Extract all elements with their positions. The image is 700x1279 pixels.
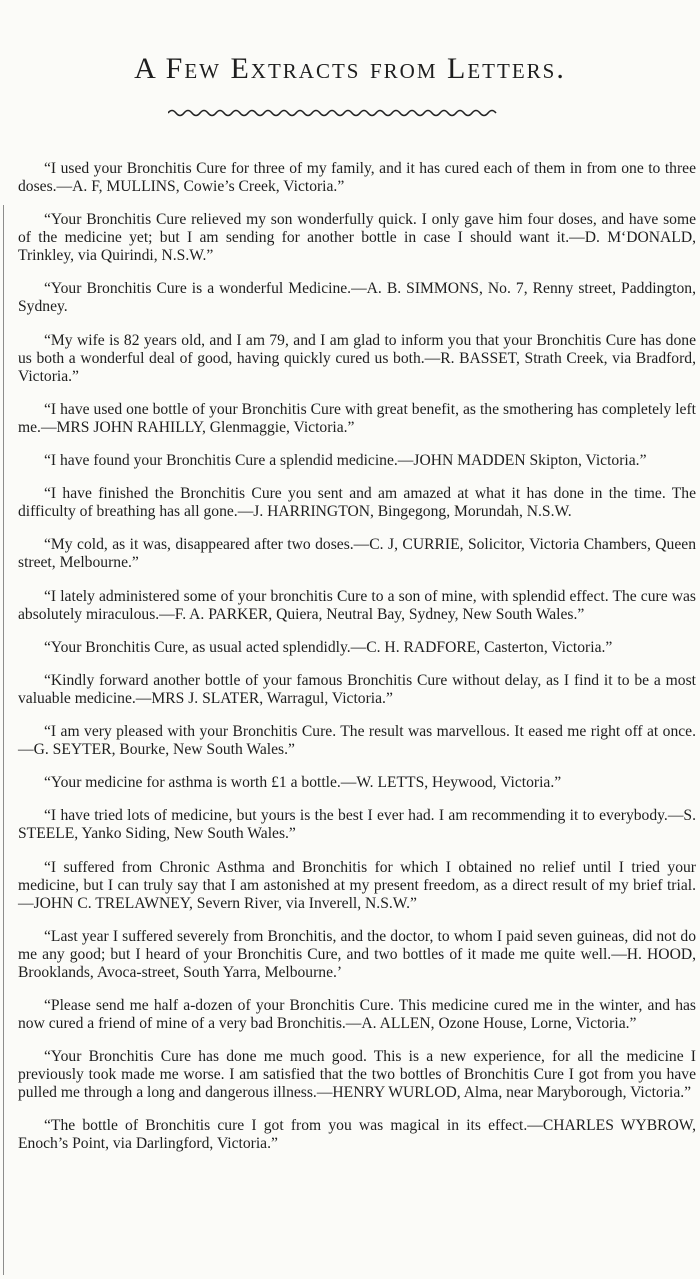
letter-extract: “Your Bronchitis Cure relieved my son wonderfully quick. I only gave him four doses, and have some of the medicine yet; but I am sending for another bottle in case I should want it.—D. M‘DONALD, Trinkley, via Quirindi, N.S.W.”	[18, 211, 696, 265]
letter-extract: “I used your Bronchitis Cure for three of my family, and it has cured each of them in from one to three doses.—A. F, MULLINS, Cowie’s Creek, Victoria.”	[18, 160, 696, 195]
margin-rule	[3, 205, 4, 1275]
letters-list	[18, 160, 696, 1169]
letter-extract: “I have used one bottle of your Bronchitis Cure with great benefit, as the smothering has completely left me.—MRS JOHN RAHILLY, Glenmaggie, Victoria.”	[18, 400, 696, 436]
letter-extract: “Your Bronchitis Cure, as usual acted splendidly.—C. H. RADFORE, Casterton, Victoria.”	[44, 638, 613, 656]
letter-extract: “Your Bronchitis Cure is a wonderful Medicine.—A. B. SIMMONS, No. 7, Renny street, Paddington, Sydney.	[18, 280, 696, 316]
letter-extract: “Please send me half a-dozen of your Bronchitis Cure. This medicine cured me in the winter, and has now cured a friend of mine of a very bad Bronchitis.—A. ALLEN, Ozone House, Lorne, Victoria.”	[18, 997, 696, 1032]
letter-extract: “I have tried lots of medicine, but yours is the best I ever had. I am recommending it to everybody.—S. STEELE, Yanko Siding, New South Wales.”	[18, 807, 696, 843]
letter-extract: “The bottle of Bronchitis cure I got from you was magical in its effect.—CHARLES WYBROW, Enoch’s Point, via Darlingford, Victoria.”	[18, 1117, 696, 1153]
letter-extract: “I lately administered some of your bronchitis Cure to a son of mine, with splendid effect. The cure was absolutely miraculous.—F. A. PARKER, Quiera, Neutral Bay, Sydney, New South Wales.”	[18, 587, 696, 623]
letter-extract: “My cold, as it was, disappeared after two doses.—C. J, CURRIE, Solicitor, Victoria Chambers, Queen street, Melbourne.”	[18, 536, 696, 572]
letter-extract: “Last year I suffered severely from Bronchitis, and the doctor, to whom I paid seven guineas, did not do me any good; but I heard of your Bronchitis Cure, and two bottles of it made me quite well.—H. HOOD, Brooklands, Avoca-street, South Yarra, Melbourne.’	[18, 927, 696, 981]
letter-extract: “I have found your Bronchitis Cure a splendid medicine.—JOHN MADDEN Skipton, Victoria.”	[44, 451, 647, 469]
letter-extract: “Your Bronchitis Cure has done me much good. This is a new experience, for all the medicine I previously took made me worse. I am satisfied that the two bottles of Bronchitis Cure I got from you have pulled me through a long and dangerous illness.—HENRY WURLOD, Alma, near Maryborough, Victoria.”	[18, 1048, 696, 1102]
letter-extract: “Kindly forward another bottle of your famous Bronchitis Cure without delay, as I find it to be a most valuable medicine.—MRS J. SLATER, Warragul, Victoria.”	[18, 671, 696, 707]
letter-extract: “My wife is 82 years old, and I am 79, and I am glad to inform you that your Bronchitis Cure has done us both a wonderful deal of good, having quickly cured us both.—R. BASSET, Strath Creek, via Bradford, Victoria.”	[18, 331, 696, 385]
page-title: A Few Extracts from Letters.	[134, 52, 566, 86]
letter-extract: “I suffered from Chronic Asthma and Bronchitis for which I obtained no relief until I tried your medicine, but I can truly say that I am astonished at my present freedom, as a direct result of my brief trial.—JOHN C. TRELAWNEY, Severn River, via Inverell, N.S.W.”	[18, 858, 696, 912]
letter-extract: “Your medicine for asthma is worth £1 a bottle.—W. LETTS, Heywood, Victoria.”	[44, 774, 562, 792]
letter-extract: “I am very pleased with your Bronchitis Cure. The result was marvellous. It eased me right off at once.—G. SEYTER, Bourke, New South Wales.”	[18, 723, 696, 759]
letter-extract: “I have finished the Bronchitis Cure you sent and am amazed at what it has done in the time. The difficulty of breathing has all gone.—J. HARRINGTON, Bingegong, Morundah, N.S.W.	[18, 485, 696, 521]
wavy-divider	[168, 106, 498, 120]
